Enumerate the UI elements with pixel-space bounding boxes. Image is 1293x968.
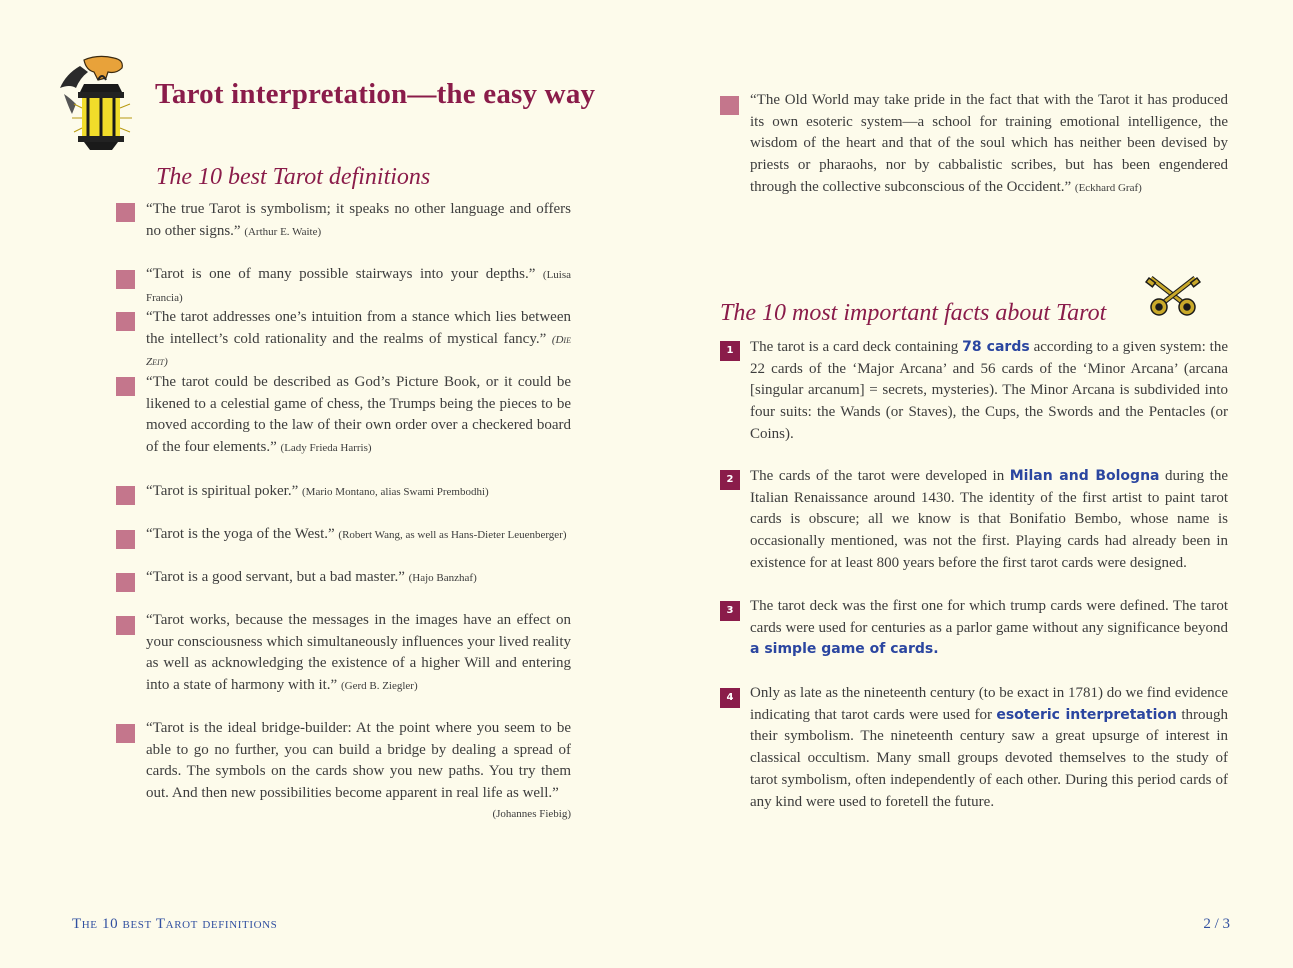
quote-source: (Johannes Fiebig) — [492, 807, 571, 820]
quote-item: “Tarot is a good servant, but a bad master.” (Hajo Banzhaf) — [146, 569, 477, 585]
quote-source: (Lady Frieda Harris) — [280, 442, 372, 455]
quote-source: (Luisa Francia) — [146, 269, 572, 304]
bullet-square — [116, 724, 135, 743]
quote-source: (Eckhard Graf) — [1074, 181, 1142, 194]
bullet-square — [116, 530, 135, 549]
quote-item: “The tarot could be described as God’s Picture Book, or it could be likened to a celestial game of chess, the Trumps being the pieces to be moved according to the law of their own order over a checkered board of the four elements.” (Lady Frieda Harris) — [146, 374, 571, 456]
quote-item: “The true Tarot is symbolism; it speaks no other language and offers no other signs.” (Arthur E. Waite) — [146, 201, 571, 239]
fact-number-badge: 2 — [720, 470, 740, 490]
bullet-square — [116, 270, 135, 289]
bullet-square — [116, 312, 135, 331]
quote-source: (Die Zeit) — [146, 333, 571, 369]
quote-item: “Tarot works, because the messages in the images have an effect on your consciousness which simultaneously influences your lived reality as well as acknowledging the existence of a higher Will and entering into a state of harmony with it.” (Gerd B. Ziegler) — [146, 612, 571, 694]
fact-item: The tarot deck was the first one for which trump cards were defined. The tarot cards were used for centuries as a parlor game without any significance beyond a simple game of cards. — [750, 598, 1228, 658]
quote-item: “The tarot addresses one’s intuition from a stance which lies between the intellect’s cold rationality and the realms of mystical fancy.” (Die Zeit) — [146, 309, 571, 369]
quote-item: “The Old World may take pride in the fact that with the Tarot it has produced its own esoteric system—a school for training emotional intelligence, the wisdom of the heart and that of the soul which has neither been devised by priests or pharaohs, nor by cabbalistic scribes, but has been engendered through the collective subconscious of the Occident.” (Eckhard Graf) — [750, 92, 1228, 195]
definitions-heading: The 10 best Tarot definitions — [156, 164, 431, 190]
fact-highlight: Milan and Bologna — [1009, 468, 1160, 484]
bullet-square — [116, 616, 135, 635]
fact-highlight: 78 cards — [962, 339, 1030, 355]
fact-item: The tarot is a card deck containing 78 cards according to a given system: the 22 cards of the ‘Major Arcana’ and 56 cards of the ‘Minor Arcana’ (arcana [singular arcanum] = secrets, mysteries). The Minor Arcana is subdivided into four suits: the Wands (or Staves), the Cups, the Swords and the Pentacles (or Coins). — [750, 339, 1228, 442]
lantern-hand-icon — [54, 54, 140, 154]
quote-source: (Hajo Banzhaf) — [408, 572, 477, 584]
quote-source: (Gerd B. Ziegler) — [340, 680, 418, 693]
quote-source: (Robert Wang, as well as Hans-Dieter Leuenberger) — [338, 529, 567, 541]
quote-source: (Mario Montano, alias Swami Prembodhi) — [302, 486, 489, 498]
footer-section-title: The 10 best Tarot definitions — [72, 916, 278, 932]
fact-item: The cards of the tarot were developed in Milan and Bologna during the Italian Renaissance around 1430. The identity of the first artist to paint tarot cards is obscure; all we know is that Bonifatio Bembo, whose name is occasionally mentioned, was not the first. Playing cards had already been in existence for at least 800 years before the first tarot cards were designed. — [750, 468, 1228, 571]
bullet-square — [116, 486, 135, 505]
fact-number-badge: 3 — [720, 601, 740, 621]
quote-item: “Tarot is spiritual poker.” (Mario Montano, alias Swami Prembodhi) — [146, 483, 489, 499]
bullet-square — [116, 573, 135, 592]
page-number: 2 / 3 — [1203, 916, 1230, 932]
bullet-square — [116, 377, 135, 396]
fact-number-badge: 1 — [720, 341, 740, 361]
crossed-keys-icon — [1145, 274, 1201, 318]
fact-number-badge: 4 — [720, 688, 740, 708]
bullet-square — [116, 203, 135, 222]
fact-highlight: esoteric interpretation — [996, 706, 1177, 723]
quote-item: “Tarot is the ideal bridge-builder: At the point where you seem to be able to go no further, you can build a bridge by dealing a spread of cards. The symbols on the cards show you new paths. You try them out. And then new possibilities become apparent in real life as well.” (Johannes Fiebig) — [146, 718, 571, 823]
fact-highlight: a simple game of cards. — [750, 641, 939, 658]
quote-item: “Tarot is one of many possible stairways into your depths.” (Luisa Francia) — [146, 266, 572, 304]
facts-heading: The 10 most important facts about Tarot — [720, 300, 1107, 326]
quote-item: “Tarot is the yoga of the West.” (Robert Wang, as well as Hans-Dieter Leuenberger) — [146, 526, 567, 542]
bullet-square — [720, 96, 739, 115]
fact-item: Only as late as the nineteenth century (to be exact in 1781) do we find evidence indicating that tarot cards were used for esoteric interpretation through their symbolism. The nineteenth century saw a great upsurge of interest in classical occultism. Many small groups devoted themselves to the study of tarot symbolism, often independently of each other. During this period cards of any kind were used to foretell the future. — [750, 685, 1228, 810]
page-title: Tarot interpretation—the easy way — [155, 78, 596, 110]
quote-source: (Arthur E. Waite) — [244, 225, 322, 238]
